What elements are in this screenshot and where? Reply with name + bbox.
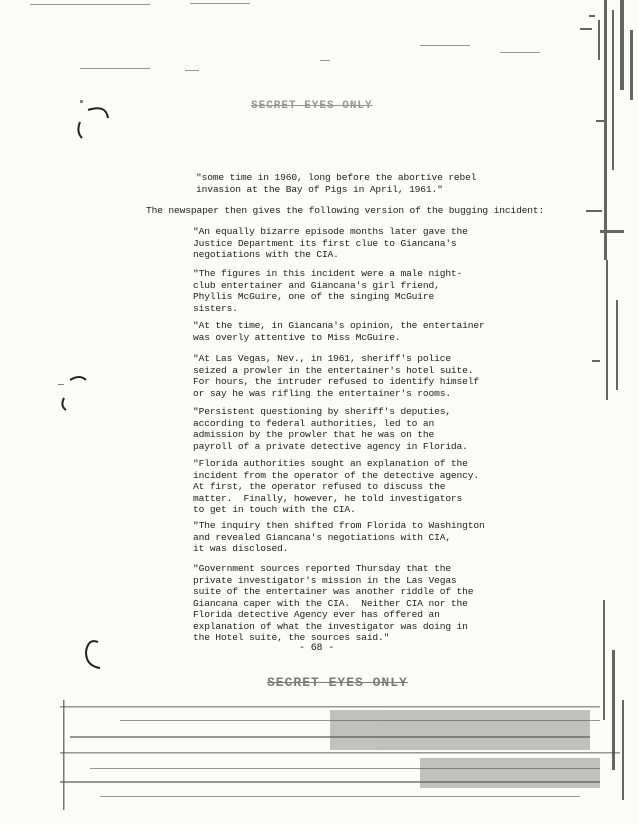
page-number: - 68 - — [299, 643, 335, 654]
paragraph-2: "The figures in this incident were a male night- club entertainer and Giancana's girl friend, Phyllis McGuire, one of the singing McGuire sisters. — [193, 268, 463, 314]
paragraph-7: "The inquiry then shifted from Florida to Washington and revealed Giancana's negotiations with CIA, it was disclosed. — [193, 520, 485, 554]
paragraph-6: "Florida authorities sought an explanation of the incident from the operator of the detective agency. At first, the operator refused to discuss the matter. Finally, however, he told investigators to get in touch with the CIA. — [193, 458, 479, 515]
classification-stamp-bottom: SECRET EYES ONLY — [267, 675, 408, 690]
paragraph-3: "At the time, in Giancana's opinion, the entertainer was overly attentive to Miss McGuire. — [193, 320, 485, 343]
paragraph-4: "At Las Vegas, Nev., in 1961, sheriff's police seized a prowler in the entertainer's hotel suite. For hours, the intruder refused to identify himself or say he was rifling the entertainer's rooms. — [193, 353, 479, 399]
paragraph-1: "An equally bizarre episode months later gave the Justice Department its first clue to Giancana's negotiations with the CIA. — [193, 226, 468, 260]
lead-in: The newspaper then gives the following version of the bugging incident: — [146, 205, 545, 216]
paragraph-5: "Persistent questioning by sheriff's deputies, according to federal authorities, led to an admission by the prowler that he was on the payroll of a private detective agency in Florida. — [193, 406, 468, 452]
quote-intro: "some time in 1960, long before the abortive rebel invasion at the Bay of Pigs in April, 1961." — [196, 172, 477, 195]
paragraph-8: "Government sources reported Thursday that the private investigator's mission in the Las Vegas suite of the entertainer was another riddle of the Giancana caper with the CIA. Neither CIA nor the Florida detective Agency ever has offered an explanation of what the investigator was doing in the Hotel suite, the sources said." — [193, 563, 474, 643]
classification-stamp-top: SECRET EYES ONLY — [251, 100, 373, 112]
